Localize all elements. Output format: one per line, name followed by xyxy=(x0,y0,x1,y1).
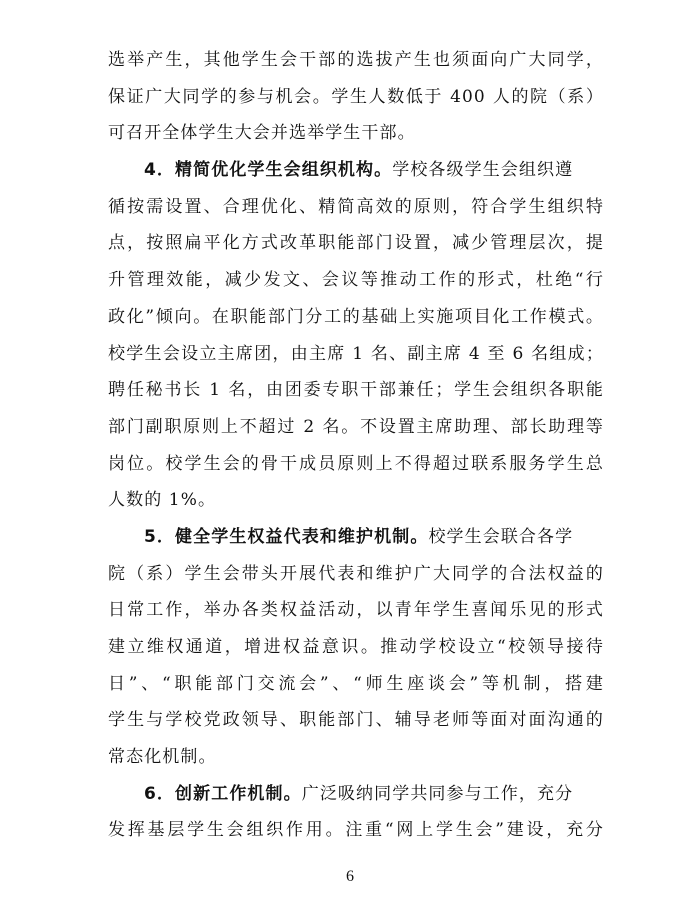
text-line: 部门副职原则上不超过 2 名。不设置主席助理、部长助理等 xyxy=(108,416,604,437)
text-line: 选举产生，其他学生会干部的选拔产生也须面向广大同学， xyxy=(108,50,604,70)
section-5-heading: 5．健全学生权益代表和维护机制。 xyxy=(144,526,429,547)
text-line: 人数的 1%。 xyxy=(108,490,217,511)
text-line: 保证广大同学的参与机会。学生人数低于 400 人的院（系） xyxy=(108,86,604,107)
text-line: 日”、“职能部门交流会”、“师生座谈会”等机制，搭建 xyxy=(108,673,604,694)
section-4-first-line-text: 学校各级学生会组织遵 xyxy=(392,160,574,181)
page-number: 6 xyxy=(346,868,354,885)
text-line: 政化”倾向。在职能部门分工的基础上实施项目化工作模式。 xyxy=(108,306,604,327)
text-line: 院（系）学生会带头开展代表和维护广大同学的合法权益的 xyxy=(108,563,604,584)
text-line: 日常工作，举办各类权益活动，以青年学生喜闻乐见的形式 xyxy=(108,600,604,621)
text-line: 发挥基层学生会组织作用。注重“网上学生会”建设，充分 xyxy=(108,820,604,841)
section-4-heading: 4．精简优化学生会组织机构。 xyxy=(144,160,393,181)
section-5-first-line-text: 校学生会联合各学 xyxy=(428,526,574,547)
text-line: 聘任秘书长 1 名，由团委专职干部兼任；学生会组织各职能 xyxy=(108,380,604,401)
text-line: 点，按照扁平化方式改革职能部门设置，减少管理层次，提 xyxy=(108,233,604,254)
section-5-first-line xyxy=(108,519,604,556)
section-6-first-line-text: 广泛吸纳同学共同参与工作，充分 xyxy=(301,783,574,804)
text-line: 可召开全体学生大会并选举学生干部。 xyxy=(108,123,416,144)
text-line: 常态化机制。 xyxy=(108,747,217,768)
text-line: 循按需设置、合理优化、精简高效的原则，符合学生组织特 xyxy=(108,196,604,217)
text-line: 建立维权通道，增进权益意识。推动学校设立“校领导接待 xyxy=(108,637,604,657)
section-6-first-line xyxy=(108,776,604,813)
text-line: 校学生会设立主席团，由主席 1 名、副主席 4 至 6 名组成； xyxy=(108,343,604,364)
text-line: 岗位。校学生会的骨干成员原则上不得超过联系服务学生总 xyxy=(108,453,604,474)
text-line: 学生与学校党政领导、职能部门、辅导老师等面对面沟通的 xyxy=(108,710,604,731)
document-body xyxy=(108,42,604,849)
section-6-heading: 6．创新工作机制。 xyxy=(144,783,302,804)
text-line: 升管理效能，减少发文、会议等推动工作的形式，杜绝“行 xyxy=(108,270,604,291)
section-4-first-line xyxy=(108,152,604,189)
